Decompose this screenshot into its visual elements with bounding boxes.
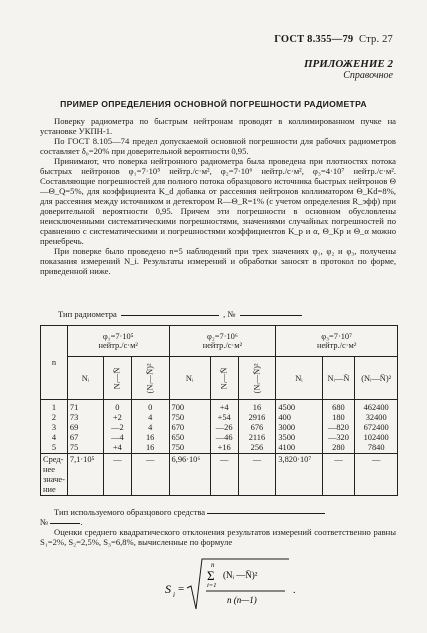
table-cell: 462400: [355, 400, 398, 414]
radiometer-number-label: , №: [223, 309, 236, 319]
table-cell: 7840: [355, 443, 398, 454]
appendix-block: [304, 58, 393, 82]
source-type-line: [40, 507, 396, 517]
table-cell: 4100: [276, 443, 322, 454]
table-cell: +4: [210, 400, 238, 414]
row-index: 2: [41, 413, 68, 423]
radiometer-type-label: Тип радиометра: [58, 309, 117, 319]
table-cell: 280: [322, 443, 355, 454]
table-body: [41, 400, 398, 454]
table-cell: —26: [210, 423, 238, 433]
page-number: Стр. 27: [359, 34, 393, 45]
document-title: ПРИМЕР ОПРЕДЕЛЕНИЯ ОСНОВНОЙ ПОГРЕШНОСТИ РАДИОМЕТРА: [60, 99, 367, 109]
source-type-blank[interactable]: [207, 513, 325, 514]
table-row: [41, 423, 398, 433]
paragraph: Принимают, что поверка нейтронного радиометра была проведена при плотностях потока быстрых нейтронов φ₁=7·10⁵ нейтр./с·м², φ₂=7·10⁶ нейтр./с·м², φ₃=4·10⁷ нейтр./с·м². Составляющие погрешностей для полного потока образцового источника быстрых нейтронов Θ—Θ_Q=5%, для коэффициента K_d добавка от рассеяния нейтронов коллиматором Θ_Kd=8%, для рассеяния между источником и детектором R—Θ_R=1% (с учетом определения R_эфф) при доверительной вероятности 0,95. Причем эти погрешности в основном обусловлены неисключенными систематическими погрешностями, значениями случайных погрешностей по сравнению с систематическими и погрешностями коэффициентов K_p и α, Θ_Kp и Θ_α можно пренебречь.: [40, 156, 396, 246]
table-cell: 2916: [238, 413, 276, 423]
col-header-label: Nᵢ: [295, 373, 303, 383]
col-header-ni: [276, 357, 322, 400]
average-label-line: значе-: [43, 475, 65, 484]
row-index: 1: [41, 400, 68, 414]
table-cell: +4: [103, 443, 131, 454]
average-cell: 6,96·10⁶: [169, 454, 210, 496]
n-column-header: n: [41, 326, 68, 400]
svg-text:=: =: [178, 583, 185, 595]
table-cell: 16: [131, 433, 169, 443]
col-header-sq: [238, 357, 276, 400]
col-header-diff: [210, 357, 238, 400]
table-cell: 4: [131, 413, 169, 423]
radiometer-type-line: [58, 309, 304, 319]
col-header-label: (Nᵢ—N̄)²: [252, 363, 262, 393]
average-cell: —: [355, 454, 398, 496]
table-cell: —4: [103, 433, 131, 443]
table-cell: +54: [210, 413, 238, 423]
table-cell: 676: [238, 423, 276, 433]
table-cell: 750: [169, 413, 210, 423]
table-cell: +2: [103, 413, 131, 423]
sum-upper: n: [211, 561, 215, 569]
phi1-value: φ₁=7·10⁵: [102, 332, 134, 341]
source-number-label: №: [40, 517, 49, 527]
table-cell: 69: [67, 423, 103, 433]
table-cell: 750: [169, 443, 210, 454]
sum-symbol: Σ: [207, 568, 215, 583]
table-cell: —820: [322, 423, 355, 433]
col-header-ni: [169, 357, 210, 400]
table-cell: +16: [210, 443, 238, 454]
phi3-value: φ₃=7·10⁷: [321, 332, 353, 341]
table-cell: —320: [322, 433, 355, 443]
paragraph: По ГОСТ 8.105—74 предел допускаемой основной погрешности для рабочих радиометров составляет δ₀=20% при доверительной вероятности 0,95.: [40, 136, 396, 156]
average-label-line: Сред-: [43, 455, 64, 464]
source-type-label: Тип используемого образцового средства: [54, 507, 206, 517]
source-number-line: № .: [40, 517, 83, 527]
radiometer-number-blank[interactable]: [240, 315, 302, 316]
table-cell: 73: [67, 413, 103, 423]
table-cell: 71: [67, 400, 103, 414]
table-cell: 672400: [355, 423, 398, 433]
col-header-label: Nᵢ: [185, 373, 194, 383]
group-header-phi2: [169, 326, 276, 357]
body-text: [40, 116, 396, 276]
formula-denominator: n (n—1): [227, 595, 257, 605]
table-cell: 2116: [238, 433, 276, 443]
average-cell: —: [103, 454, 131, 496]
table-cell: 0: [103, 400, 131, 414]
table-cell: 700: [169, 400, 210, 414]
col-header-sq: [131, 357, 169, 400]
average-label-line: ние: [43, 485, 56, 494]
table-cell: 180: [322, 413, 355, 423]
formula-lhs-sub: i: [173, 591, 175, 599]
phi2-value: φ₂=7·10⁶: [207, 332, 238, 341]
table-cell: —2: [103, 423, 131, 433]
phi1-unit: нейтр./с·м²: [98, 341, 138, 350]
std-deviation-formula: [163, 556, 323, 616]
col-header-label: (Nᵢ—N̄)²: [145, 363, 155, 393]
average-cell: —: [322, 454, 355, 496]
standard-number: ГОСТ 8.355—79: [274, 34, 354, 45]
lower-text: [40, 507, 396, 547]
average-cell: —: [131, 454, 169, 496]
table-cell: 3500: [276, 433, 322, 443]
row-index: 5: [41, 443, 68, 454]
average-row: [41, 454, 398, 496]
table-cell: 4500: [276, 400, 322, 414]
average-cell: —: [238, 454, 276, 496]
group-header-phi1: [67, 326, 169, 357]
source-number-blank[interactable]: [50, 523, 80, 524]
radiometer-type-blank[interactable]: [121, 315, 219, 316]
table-row: [41, 400, 398, 414]
appendix-note: Справочное: [343, 70, 393, 81]
sum-term: (Nᵢ —N̄)²: [223, 570, 258, 580]
table-cell: 650: [169, 433, 210, 443]
col-header-label: Nᵢ—N̄: [219, 367, 229, 389]
table-cell: 102400: [355, 433, 398, 443]
table-cell: —46: [210, 433, 238, 443]
phi3-unit: нейтр./с·м²: [316, 341, 357, 350]
paragraph: Поверку радиометра по быстрым нейтронам проводят в коллимированном пучке на установке УКПН-1.: [40, 116, 396, 136]
average-cell: 3,820·10⁷: [276, 454, 322, 496]
average-cell: 7,1·10⁵: [67, 454, 103, 496]
table-cell: 400: [276, 413, 322, 423]
appendix-title: ПРИЛОЖЕНИЕ 2: [303, 58, 393, 70]
formula-lhs: S: [165, 582, 171, 596]
col-header-ni: [67, 357, 103, 400]
col-header-diff: [322, 357, 355, 400]
average-label: [41, 454, 68, 496]
table-row: [41, 433, 398, 443]
table-cell: 3000: [276, 423, 322, 433]
table-cell: 0: [131, 400, 169, 414]
phi2-unit: нейтр./с·м²: [202, 341, 243, 350]
formula-tail: .: [293, 585, 296, 596]
average-cell: —: [210, 454, 238, 496]
estimate-text: Оценки среднего квадратического отклонения результатов измерений соответственно равны S₁=2%, S₂=2,5%, S₃=6,8%, вычисленные по формуле: [40, 527, 396, 547]
table-cell: 16: [131, 443, 169, 454]
sum-lower: i=1: [207, 582, 217, 589]
col-header-label: (Nᵢ—N̄)²: [361, 373, 392, 383]
col-header-sq: [355, 357, 398, 400]
average-label-line: нее: [43, 465, 55, 474]
col-header-diff: [103, 357, 131, 400]
table-cell: 4: [131, 423, 169, 433]
paragraph: При поверке было проведено n=5 наблюдений при трех значениях φ₁, φ₂ и φ₃, получены показания измерений N_i. Результаты измерений и обработки заносят в протокол по форме, приведенной ниже.: [40, 246, 396, 276]
col-header-label: Nᵢ—N̄: [112, 367, 122, 389]
row-index: 3: [41, 423, 68, 433]
table-cell: 32400: [355, 413, 398, 423]
table-cell: 256: [238, 443, 276, 454]
page-header: [274, 34, 393, 45]
table-cell: 67: [67, 433, 103, 443]
table-row: [41, 443, 398, 454]
table-cell: 680: [322, 400, 355, 414]
col-header-label: Nᵢ: [81, 373, 90, 383]
group-header-phi3: [276, 326, 398, 357]
row-index: 4: [41, 433, 68, 443]
table-cell: 16: [238, 400, 276, 414]
table-cell: 670: [169, 423, 210, 433]
table-cell: 75: [67, 443, 103, 454]
table-row: [41, 413, 398, 423]
results-table: [40, 325, 398, 496]
col-header-label: Nᵢ—N̄: [327, 373, 350, 383]
